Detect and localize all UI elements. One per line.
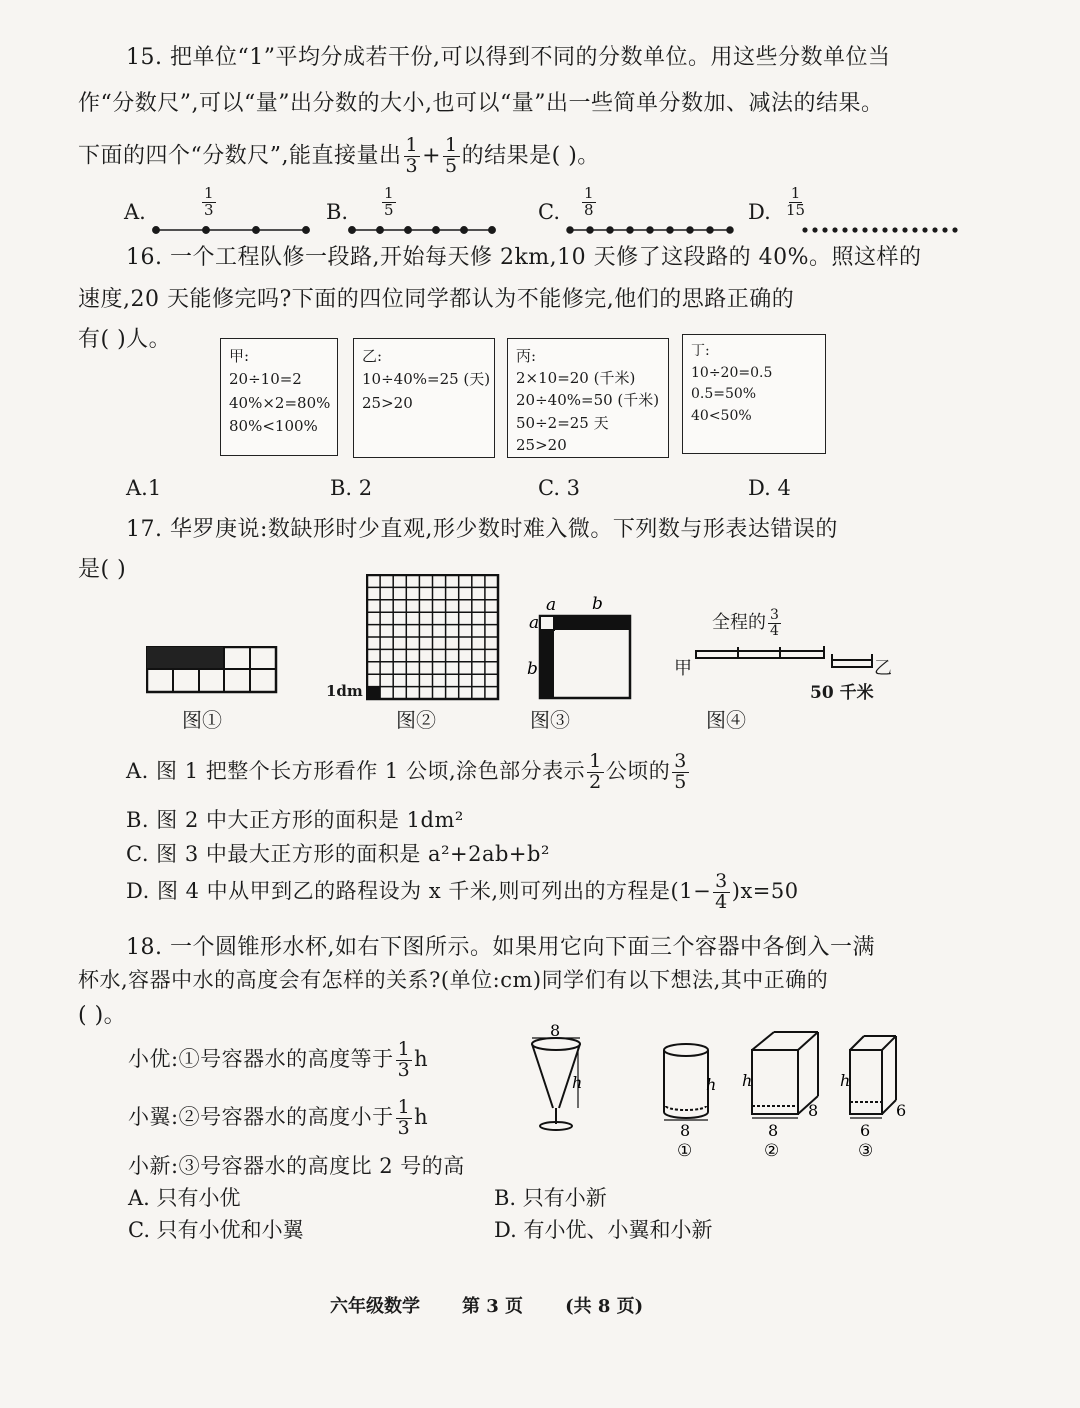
q16-box-yi: 乙: 10÷40%=25 (天) 25>20: [353, 338, 495, 458]
q18-line3: ( )。: [78, 1003, 127, 1028]
q17-figure-4-start: 甲: [674, 658, 692, 679]
q16-option-a: A.1: [126, 476, 162, 500]
fig3-label-a-side: a: [529, 613, 540, 633]
q16-line1: 16. 一个工程队修一段路,开始每天修 2km,10 天修了这段路的 40%。照这样的: [126, 245, 922, 270]
page-footer: [330, 1292, 685, 1318]
q17-option-a-fraction-1: $\frac{1}{2}$: [589, 750, 602, 793]
q16-option-d: D. 4: [748, 476, 791, 500]
q17-figure-3-label: 图③: [530, 708, 570, 732]
q17-figure-4-label: 图④: [706, 708, 746, 732]
q17-option-c: C. 图 3 中最大正方形的面积是 a²+2ab+b²: [126, 842, 550, 866]
container-1-base: 8: [680, 1121, 691, 1140]
q15-fraction-rulers: [0, 222, 1080, 238]
container-2-id: ②: [764, 1141, 780, 1160]
ruler-fifths: [349, 227, 495, 233]
container-3-side: 6: [896, 1101, 907, 1120]
ruler-thirds: [153, 227, 309, 233]
q17-figure-4: [690, 644, 890, 674]
q17-option-b: B. 图 2 中大正方形的面积是 1dm²: [126, 808, 464, 832]
q18-statement-2: 小翼:②号容器水的高度小于 $\frac{1}{3}$ h: [128, 1096, 429, 1139]
q17-figure-1-label: 图①: [182, 708, 222, 732]
q18-statement-1: 小优:①号容器水的高度等于 $\frac{1}{3}$ h: [128, 1038, 429, 1081]
q15-option-d-fraction: $\frac{1}{15}$: [786, 184, 806, 219]
footer-total: (共 8 页): [565, 1296, 644, 1317]
ruler-fifteenths: [802, 227, 957, 232]
q17-option-d: D. 图 4 中从甲到乙的路程设为 x 千米,则可列出的方程是(1− $\frac{3}{4}$ )x=50: [126, 870, 799, 913]
container-3-height: h: [840, 1071, 851, 1090]
q16-box-bing: 丙: 2×10=20 (千米) 20÷40%=50 (千米) 50÷2=25 天 25>20: [507, 338, 669, 458]
container-1-height: h: [706, 1075, 717, 1094]
q18-line1: 18. 一个圆锥形水杯,如右下图所示。如果用它向下面三个容器中各倒入一满: [126, 935, 875, 960]
container-2-base: 8: [768, 1121, 779, 1140]
q15-option-b-label: B.: [326, 200, 349, 224]
container-2-height: h: [742, 1071, 753, 1090]
container-3-id: ③: [858, 1141, 874, 1160]
q16-line2: 速度,20 天能修完吗?下面的四位同学都认为不能修完,他们的思路正确的: [78, 287, 795, 312]
q17-figure-3: [526, 592, 636, 702]
footer-page: 第 3 页: [462, 1296, 524, 1317]
q17-figure-2-unit: 1dm: [326, 682, 363, 700]
q15-option-c-label: C.: [538, 200, 560, 224]
container-1-id: ①: [677, 1141, 693, 1160]
q17-figure-4-end: 乙: [874, 658, 892, 679]
q16-option-c: C. 3: [538, 476, 581, 500]
cone-top-dim: 8: [550, 1021, 561, 1040]
q17-option-d-fraction: $\frac{3}{4}$: [715, 870, 728, 913]
q15-option-a-fraction: $\frac{1}{3}$: [204, 184, 214, 219]
ruler-eighths: [567, 227, 733, 233]
q15-line2: 作“分数尺”,可以“量”出分数的大小,也可以“量”出一些简单分数加、减法的结果。: [78, 91, 884, 116]
q15-line1: 15. 把单位“1”平均分成若干份,可以得到不同的分数单位。用这些分数单位当: [126, 45, 891, 70]
q18-option-b: B. 只有小新: [494, 1186, 607, 1210]
q17-option-a: A. 图 1 把整个长方形看作 1 公顷,涂色部分表示 $\frac{1}{2}$ 公顷的 $\frac{3}{5}$: [126, 750, 687, 793]
q17-option-a-fraction-2: $\frac{3}{5}$: [674, 750, 687, 793]
footer-subject: 六年级数学: [330, 1296, 420, 1317]
q17-figure-1: [146, 646, 278, 694]
q15-option-d-label: D.: [748, 200, 771, 224]
q16-box-jia: 甲: 20÷10=2 40%×2=80% 80%<100%: [220, 338, 338, 456]
container-1-cylinder: [664, 1044, 708, 1120]
cone-height-label: h: [572, 1073, 583, 1092]
q15-option-c-fraction: $\frac{1}{8}$: [584, 184, 594, 219]
q15-line3-pre: 下面的四个“分数尺”,能直接量出: [78, 143, 402, 169]
q17-figure-4-distance: 50 千米: [810, 683, 874, 703]
q16-option-b: B. 2: [330, 476, 373, 500]
container-3-cuboid: [850, 1036, 896, 1118]
container-2-side: 8: [808, 1101, 819, 1120]
q18-option-a: A. 只有小优: [128, 1186, 241, 1210]
fig3-label-a-top: a: [546, 595, 557, 615]
fig3-label-b-side: b: [527, 659, 538, 679]
q17-figure-4-caption: 全程的 $\frac{3}{4}$: [712, 607, 779, 639]
q15-option-a-label: A.: [124, 200, 146, 224]
container-3-base: 6: [860, 1121, 871, 1140]
q17-figure-2: [366, 574, 500, 702]
q17-figure-2-label: 图②: [396, 708, 436, 732]
q15-line3-post: 的结果是( )。: [461, 143, 600, 169]
q16-line3: 有( )人。: [78, 327, 172, 352]
q18-containers-figure: [520, 1020, 920, 1160]
q18-line2: 杯水,容器中水的高度会有怎样的关系?(单位:cm)同学们有以下想法,其中正确的: [78, 968, 829, 992]
q15-option-b-fraction: $\frac{1}{5}$: [384, 184, 394, 219]
q15-fraction-a: $\frac{1}{3}$: [405, 134, 419, 177]
q17-line1: 17. 华罗庚说:数缺形时少直观,形少数时难入微。下列数与形表达错误的: [126, 517, 838, 542]
q17-line2: 是( ): [78, 557, 127, 582]
fig3-label-b-top: b: [592, 594, 603, 614]
q18-statement-3: 小新:③号容器水的高度比 2 号的高: [128, 1154, 465, 1178]
q18-option-c: C. 只有小优和小翼: [128, 1218, 304, 1242]
q15-plus: +: [422, 143, 442, 169]
q16-box-ding: 丁: 10÷20=0.5 0.5=50% 40<50%: [682, 334, 826, 454]
q18-option-d: D. 有小优、小翼和小新: [494, 1218, 713, 1242]
q15-fraction-b: $\frac{1}{5}$: [445, 134, 458, 177]
q15-line3: [78, 136, 600, 177]
